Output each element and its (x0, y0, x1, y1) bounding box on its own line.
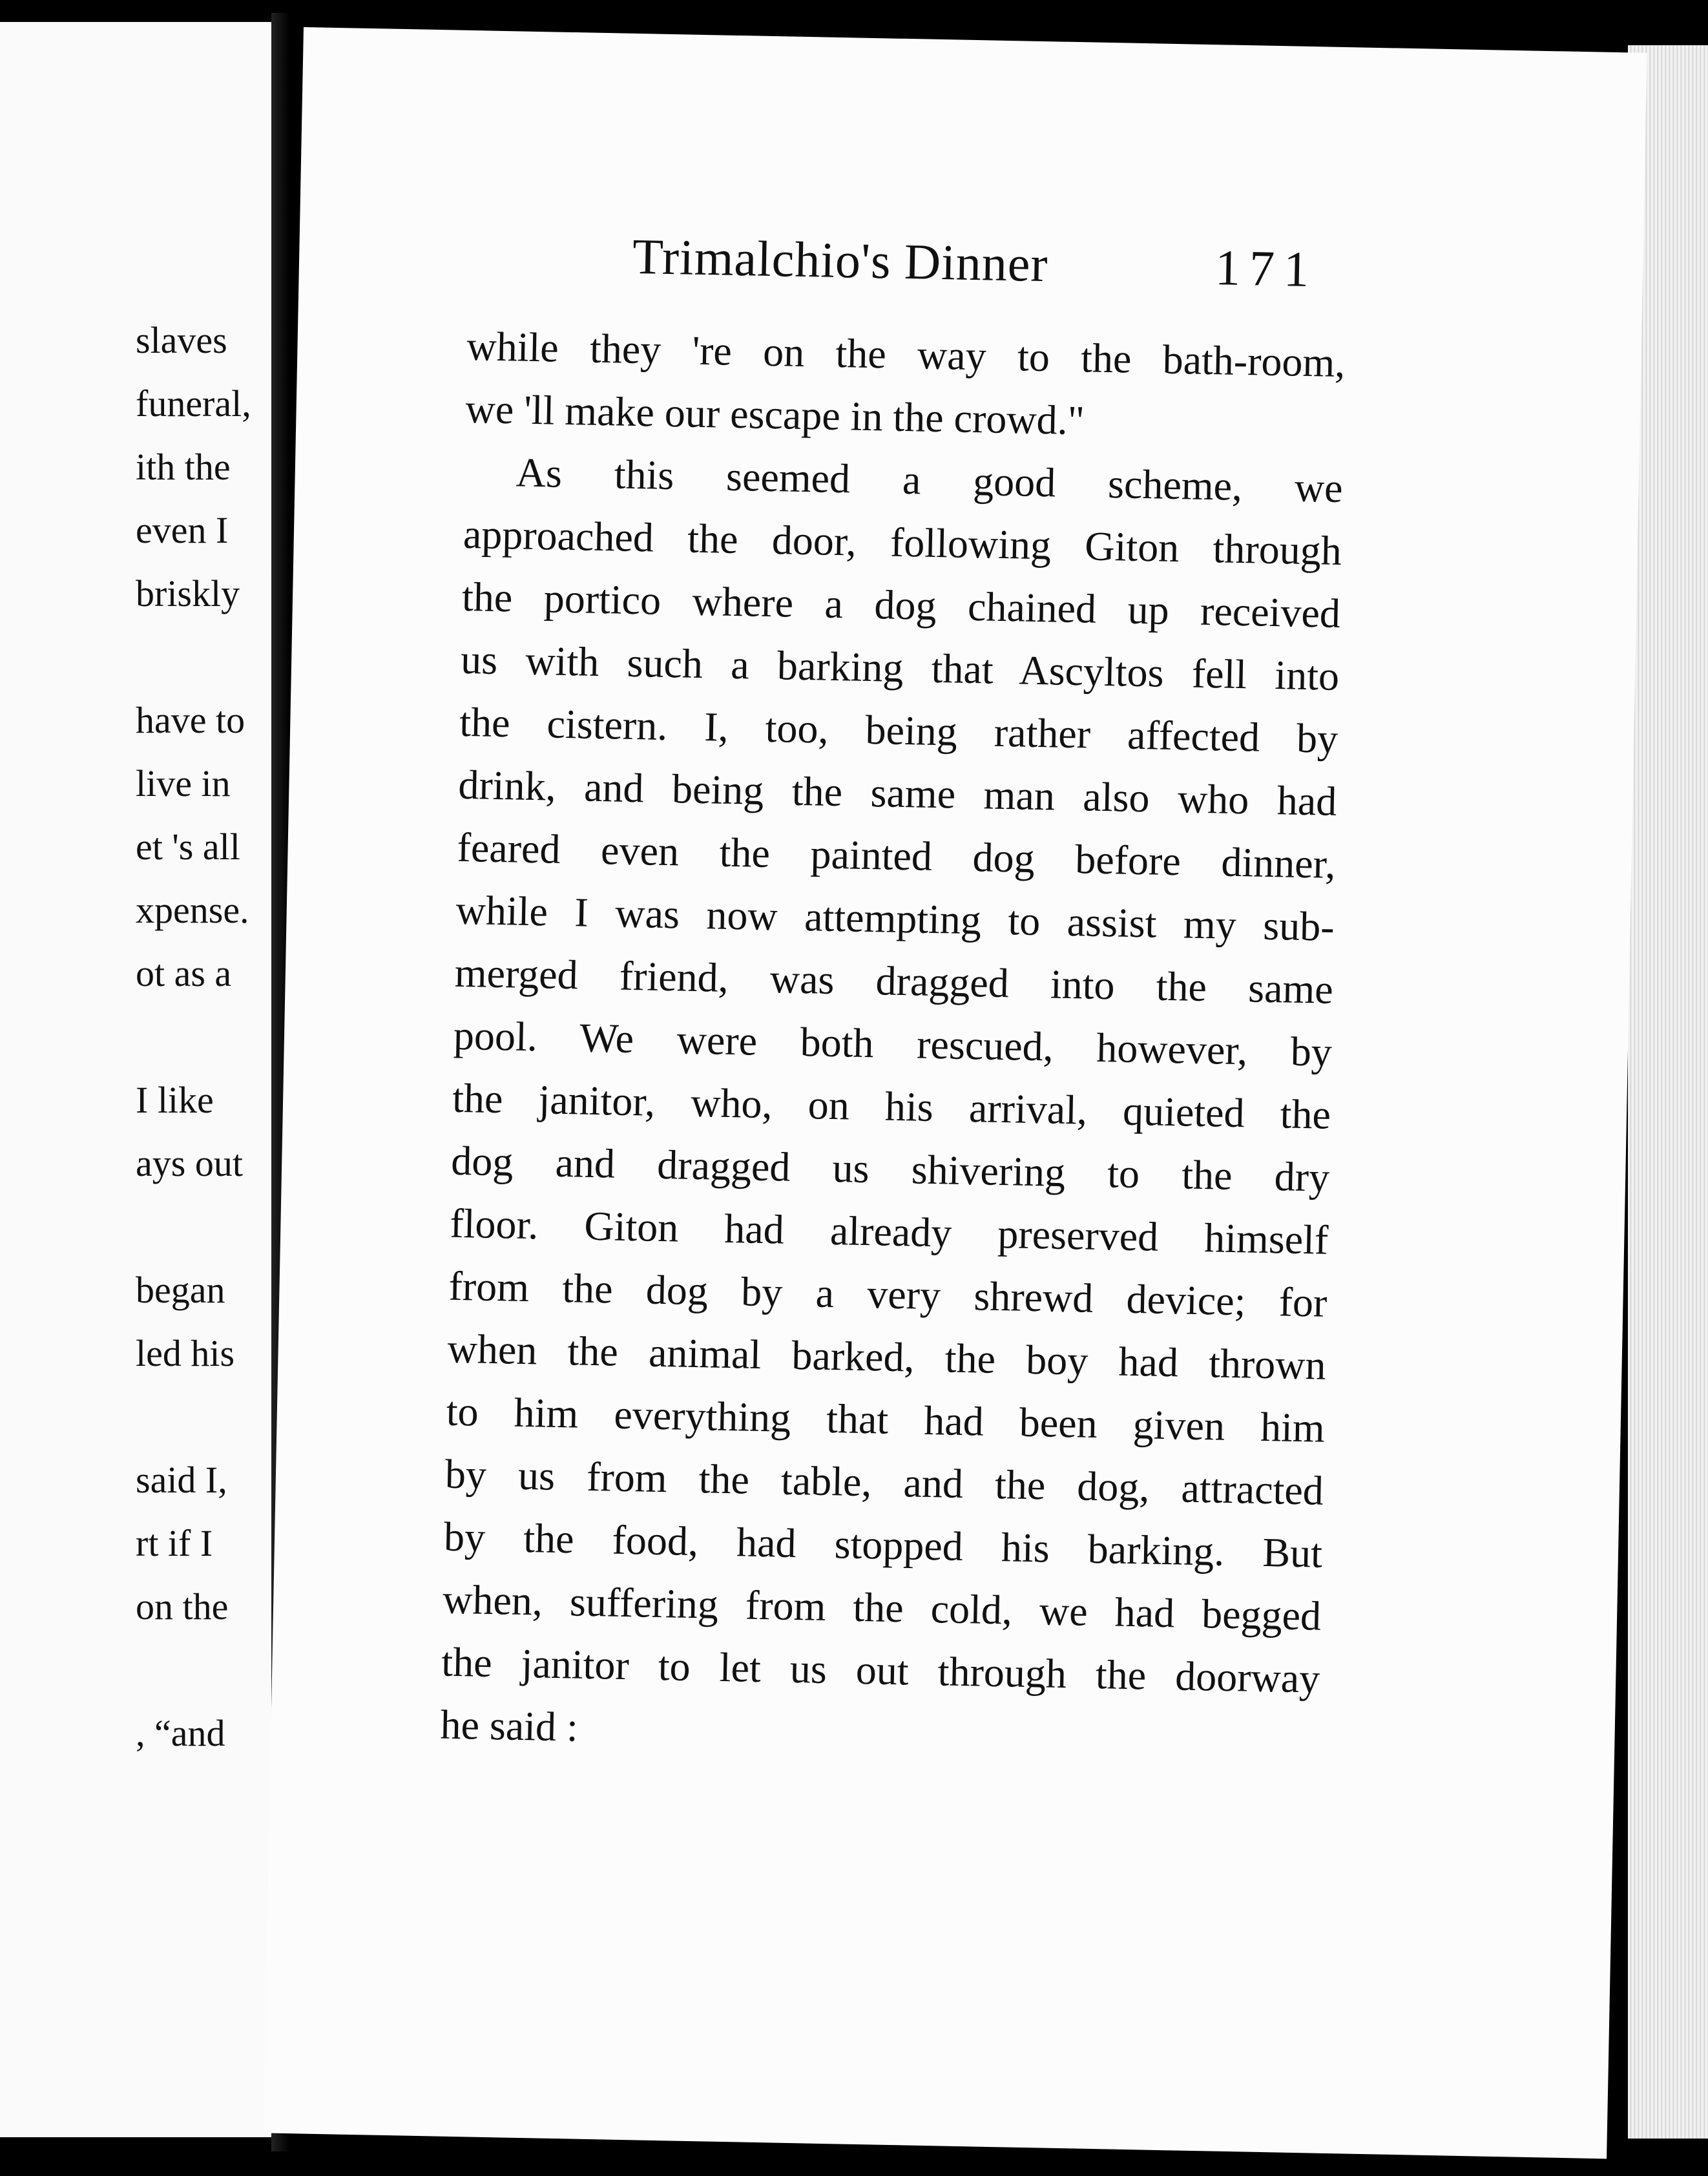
text-line: from the dog by a very shrewd device; for (448, 1262, 1328, 1326)
text-line: when, suffering from the cold, we had begged (442, 1576, 1322, 1639)
text-line: while they 're on the way to the bath-room, (466, 322, 1346, 386)
text-line: approached the door, following Giton through (463, 510, 1342, 574)
page-number: 171 (1214, 239, 1318, 298)
text-line: the janitor to let us out through the doorway (441, 1638, 1320, 1702)
left-line-fragment: slaves (136, 319, 227, 361)
left-line-fragment: ith the (136, 446, 231, 488)
text-line: by us from the table, and the dog, attracted (444, 1450, 1324, 1514)
text-line: when the animal barked, the boy had thrown (447, 1325, 1327, 1388)
left-line-fragment: on the (136, 1585, 229, 1627)
left-line-fragment: funeral, (136, 382, 251, 424)
text-line: while I was now attempting to assist my sub- (455, 886, 1335, 950)
left-line-fragment: briskly (136, 572, 240, 614)
text-line: dog and dragged us shivering to the dry (450, 1137, 1330, 1200)
text-line: we 'll make our escape in the crowd." (465, 385, 1085, 444)
text-line: by the food, had stopped his barking. But (443, 1513, 1323, 1576)
left-line-fragment: began (136, 1269, 225, 1311)
left-line-fragment: said I, (136, 1459, 227, 1501)
right-recto-page (263, 27, 1647, 2159)
text-line: As this seemed a good scheme, we (516, 449, 1344, 512)
left-line-fragment: even I (136, 509, 229, 551)
text-line: the janitor, who, on his arrival, quieted the (452, 1074, 1331, 1138)
text-line: floor. Giton had already preserved himself (449, 1200, 1329, 1263)
text-line: drink, and being the same man also who had (457, 761, 1337, 824)
left-line-fragment: xpense. (136, 889, 249, 931)
running-head: Trimalchio's Dinner (632, 227, 1049, 293)
left-facing-page (0, 22, 298, 2137)
left-line-fragment: rt if I (136, 1522, 213, 1564)
text-line: feared even the painted dog before dinner, (456, 824, 1337, 887)
left-line-fragment: live in (136, 762, 231, 804)
left-line-fragment: ot as a (136, 952, 232, 994)
text-line: pool. We were both rescued, however, by (453, 1012, 1333, 1075)
text-line: the cistern. I, too, being rather affected by (459, 698, 1338, 762)
text-line: merged friend, was dragged into the same (454, 949, 1334, 1012)
left-line-fragment: I like (136, 1079, 214, 1121)
left-line-fragment: led his (136, 1332, 235, 1374)
body-text (440, 315, 1346, 1773)
left-line-fragment: et 's all (136, 826, 240, 868)
text-line: us with such a barking that Ascyltos fell into (460, 636, 1340, 699)
text-line: to him everything that had been given him (446, 1388, 1326, 1451)
left-line-fragment: have to (136, 699, 245, 741)
left-line-fragment: , “and (136, 1712, 225, 1754)
text-line: he said : (439, 1701, 579, 1750)
text-line: the portico where a dog chained up received (461, 573, 1341, 636)
left-line-fragment: ays out (136, 1142, 243, 1184)
